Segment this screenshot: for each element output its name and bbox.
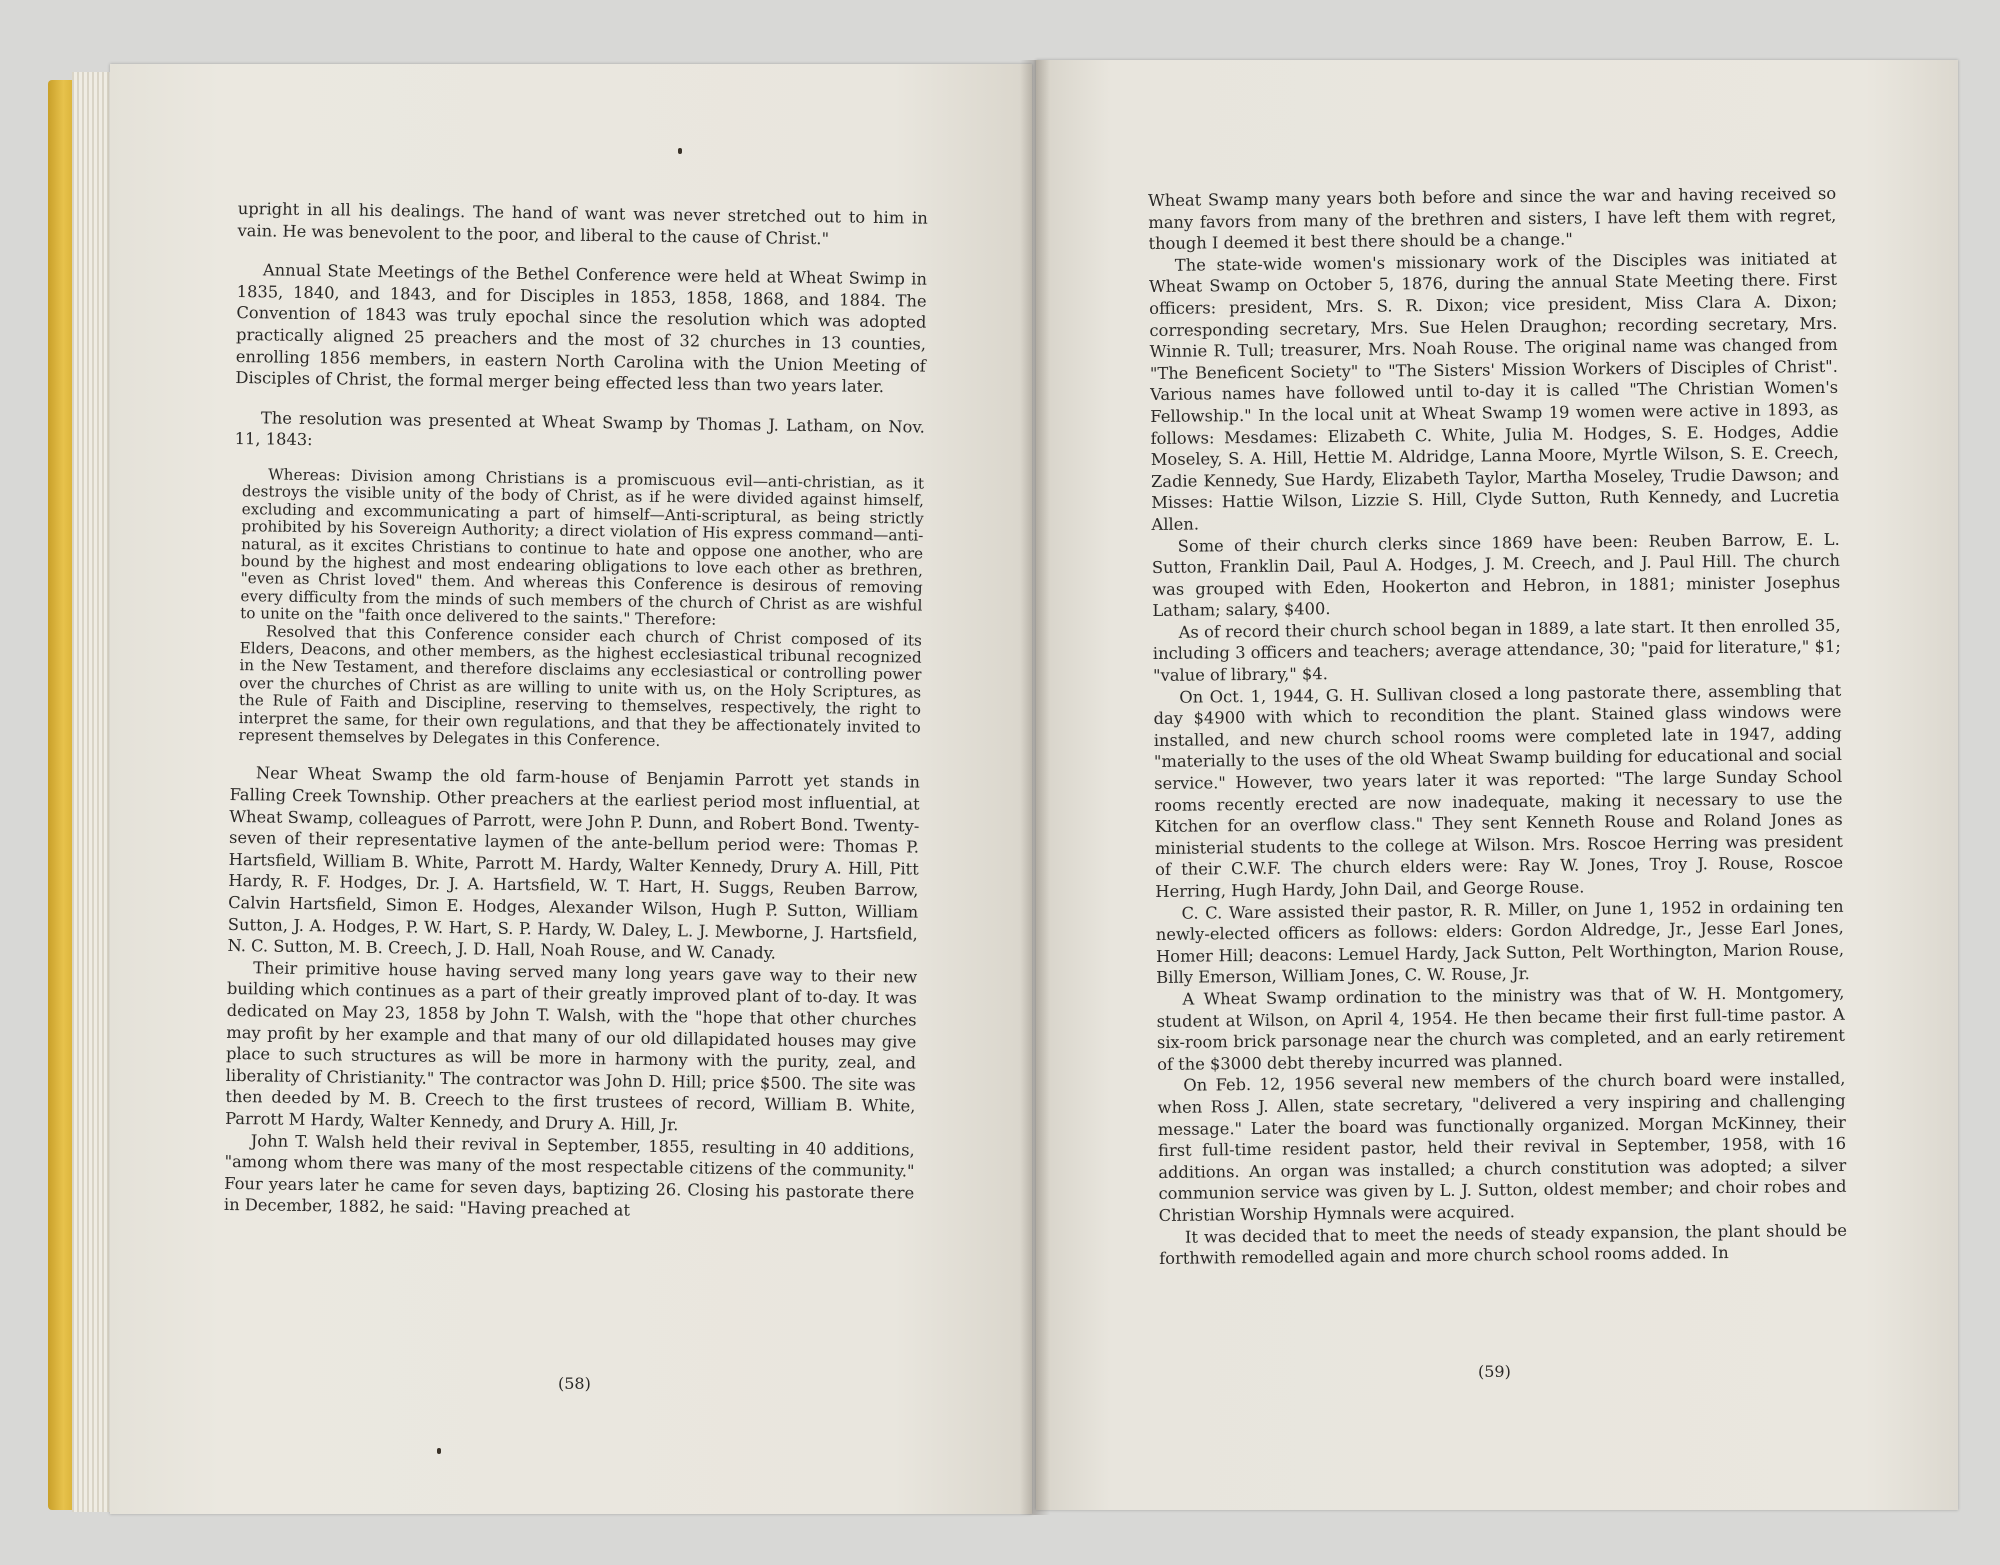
paragraph: The state-wide women's missionary work of the Disciples was initiated at Wheat Swamp on October 5, 1876, during the annual State Meeting there. First officers: president, Mrs. S. R. Dixon; vice president, Miss Clara A. Dixon; corresponding secretary, Mrs. Sue Helen Draughon; recording secretary, Mrs. Winnie R. Tull; treasurer, Mrs. Noah Rouse. The original name was changed from "The Beneficent Society" to "The Sisters' Mission Workers of Disciples of Christ". Various names have followed until to-day it is called "The Christian Women's Fellowship." In the local unit at Wheat Swamp 19 women were active in 1893, as follows: Mesdames: Elizabeth C. White, Julia M. Hodges, S. E. Hodges, Addie Moseley, S. A. Hill, Hettie M. Aldridge, Lanna Moore, Myrtle Wilson, S. E. Creech, Zadie Kennedy, Sue Hardy, Elizabeth Taylor, Martha Moseley, Trudie Dawson; and Misses: Hattie Wilson, Lizzie S. Hill, Clyde Sutton, Ruth Kennedy, and Lucretia Allen. xyxy=(1148,248,1840,534)
paragraph: Wheat Swamp many years both before and since the war and having received so many favors from many of the brethren and sisters, I have left them with regret, though I deemed it best there should be a change." xyxy=(1148,183,1837,254)
paragraph: As of record their church school began in 1889, a late start. It then enrolled 35, including 3 officers and teachers; average attendance, 30; "paid for literature," $1; "value of library," $4. xyxy=(1152,615,1841,686)
paragraph: It was decided that to meet the needs of steady expansion, the plant should be forthwith remodelled again and more church school rooms added. In xyxy=(1159,1220,1848,1269)
paragraph: Near Wheat Swamp the old farm-house of Benjamin Parrott yet stands in Falling Creek Township. Other preachers at the earliest period most influential, at Wheat Swamp, colleagues of Parrott, were John P. Dunn, and Robert Bond. Twenty-seven of their representative laymen of the ante-bellum period were: Thomas P. Hartsfield, William B. White, Parrott M. Hardy, Walter Kennedy, Drury A. Hill, Pitt Hardy, R. F. Hodges, Dr. J. A. Hartsfield, W. T. Hart, H. Suggs, Reuben Barrow, Calvin Hartsfield, Simon E. Hodges, Alexander Wilson, Hugh P. Sutton, William Sutton, J. A. Hodges, P. W. Hart, S. P. Hardy, W. Daley, L. J. Mewborne, J. Hartsfield, N. C. Sutton, M. B. Creech, J. D. Hall, Noah Rouse, and W. Canady. xyxy=(227,763,921,963)
paragraph: Annual State Meetings of the Bethel Conference were held at Wheat Swimp in 1835, 1840, and 1843, and for Disciples in 1853, 1858, 1868, and 1884. The Convention of 1843 was truly epochal since the resolution which was adopted practically aligned 25 preachers and the most of 32 churches in 13 counties, enrolling 1856 members, in eastern North Carolina with the Union Meeting of Disciples of Christ, the formal merger being effected less than two years later. xyxy=(235,260,928,397)
page-number: (58) xyxy=(558,1374,591,1393)
paragraph: The resolution was presented at Wheat Swamp by Thomas J. Latham, on Nov. 11, 1843: xyxy=(234,408,926,450)
paragraph: On Oct. 1, 1944, G. H. Sullivan closed a long pastorate there, assembling that day $4900 with which to recondition the plant. Stained glass windows were installed, and new church school rooms were completed late in 1947, adding "materially to the uses of the old Wheat Swamp building for educational and social service." However, two years later it was reported: "The large Sunday School rooms recently erected are now inadequate, making it necessary to use the Kitchen for an overflow class." They sent Kenneth Rouse and Roland Jones as ministerial students to the college at Wilson. Mrs. Roscoe Herring was president of their C.W.F. The church elders were: Ray W. Jones, Troy J. Rouse, Roscoe Herring, Hugh Hardy, John Dail, and George Rouse. xyxy=(1153,680,1844,901)
book-gutter xyxy=(1020,60,1050,1515)
paragraph: Some of their church clerks since 1869 have been: Reuben Barrow, E. L. Sutton, Franklin Dail, Paul A. Hodges, J. M. Creech, and J. Paul Hill. The church was grouped with Eden, Hookerton and Hebron, in 1881; minister Josephus Latham; salary, $400. xyxy=(1151,529,1841,621)
paragraph: On Feb. 12, 1956 several new members of the church board were installed, when Ross J. Allen, state secretary, "delivered a very inspiring and challenging message." Later the board was functionally organized. Morgan McKinney, their first full-time resident pastor, held their revival in September, 1958, with 16 additions. An organ was installed; a church constitution was adopted; a silver communion service was given by L. J. Sutton, oldest member; and choir robes and Christian Worship Hymnals were acquired. xyxy=(1157,1069,1847,1225)
resolution-quote xyxy=(230,466,924,754)
left-page-text xyxy=(224,198,928,1225)
right-page-text xyxy=(1148,183,1847,1270)
quote-paragraph: Resolved that this Conference consider each church of Christ composed of its Elders, Deacons, and other members, as the highest ecclesiastical tribunal recognized in the New Testament, and therefore disclaims any ecclesiastical or controlling power over the churches of Christ as are willing to unite with us, on the Holy Scriptures, as the Rule of Faith and Discipline, reserving to themselves, respectively, the right to interpret the same, for their own regulations, and that they be affectionately invited to represent themselves by Delegates in this Conference. xyxy=(238,622,923,750)
quote-paragraph: Whereas: Division among Christians is a promiscuous evil—anti-christian, as it destroys the visible unity of the body of Christ, as if he were divided against himself, excluding and excommunicating a part of himself—Anti-scriptural, as being strictly prohibited by his Sovereign Authority; a direct violation of His express command—anti-natural, as it excites Christians to continue to hate and oppose one another, who are bound by the highest and most endearing obligations to love each other as brethren, "even as Christ loved" them. And whereas this Conference is desirous of removing every difficulty from the minds of such members of the church of Christ as are wishful to unite on the "faith once delivered to the saints." Therefore: xyxy=(240,465,925,629)
speck xyxy=(678,148,682,154)
paragraph: John T. Walsh held their revival in September, 1855, resulting in 40 additions, "among whom there was many of the most respectable citizens of the community." Four years later he came for seven days, baptizing 26. Closing his pastorate there in December, 1882, he said: "Having preached at xyxy=(223,1130,915,1220)
paragraph: C. C. Ware assisted their pastor, R. R. Miller, on June 1, 1952 in ordaining ten newly-elected officers as follows: elders: Gordon Aldredge, Jr., Jesse Earl Jones, Homer Hill; deacons: Lemuel Hardy, Jack Sutton, Pelt Worthington, Marion Rouse, Billy Emerson, William Jones, C. W. Rouse, Jr. xyxy=(1155,896,1845,988)
paragraph: A Wheat Swamp ordination to the ministry was that of W. H. Montgomery, student at Wilson, on April 4, 1954. He then became their first full-time pastor. A six-room brick parsonage near the church was completed, and an early retirement of the $3000 debt thereby incurred was planned. xyxy=(1156,982,1845,1074)
page-number: (59) xyxy=(1478,1362,1511,1381)
paragraph: Their primitive house having served many long years gave way to their new building which continues as a part of their greatly improved plant of to-day. It was dedicated on May 23, 1858 by John T. Walsh, with the "hope that other churches may profit by her example and that many of our old dillapidated houses may give place to such structures as will be more in harmony with the purity, zeal, and liberality of Christianity." The contractor was John D. Hill; price $500. The site was then deeded by M. B. Creech to the first trustees of record, William B. White, Parrott M Hardy, Walter Kennedy, and Drury A. Hill, Jr. xyxy=(225,958,918,1135)
speck xyxy=(437,1448,441,1454)
paragraph: upright in all his dealings. The hand of want was never stretched out to him in vain. He was benevolent to the poor, and liberal to the cause of Christ." xyxy=(237,198,928,248)
